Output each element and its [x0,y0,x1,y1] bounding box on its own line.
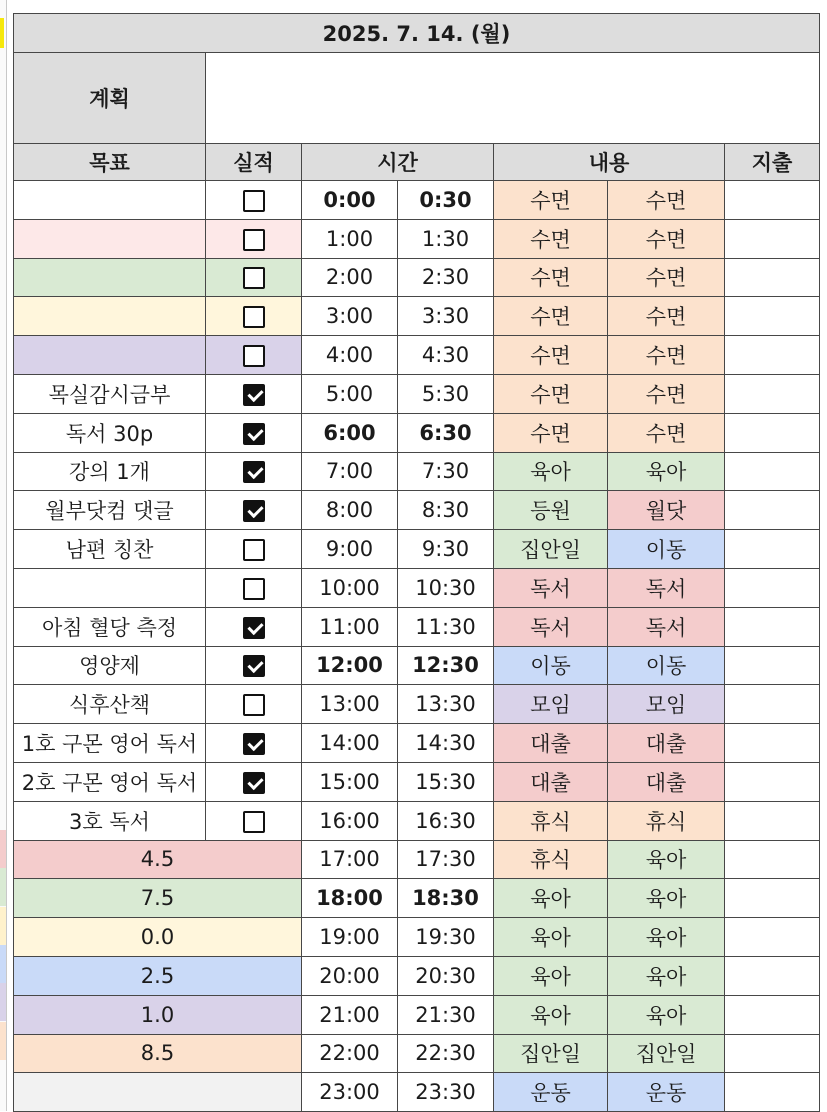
time-half-cell[interactable]: 11:30 [398,607,494,646]
activity-cell[interactable]: 육아 [494,995,608,1034]
time-row [14,801,820,840]
activity-cell[interactable]: 독서 [494,568,608,607]
result-checkbox-cell [206,374,302,413]
time-start-cell[interactable]: 8:00 [302,491,398,530]
activity-cell[interactable]: 이동 [494,646,608,685]
time-row [14,374,820,413]
time-row [14,452,820,491]
expense-cell[interactable] [725,530,820,569]
time-row [14,607,820,646]
activity-cell[interactable]: 육아 [494,879,608,918]
time-start-cell[interactable]: 20:00 [302,956,398,995]
result-column-header[interactable]: 실적 [206,144,302,181]
result-checkbox-cell [206,530,302,569]
activity-cell[interactable]: 운동 [608,1073,725,1112]
activity-cell[interactable]: 수면 [494,413,608,452]
expense-cell[interactable] [725,374,820,413]
activity-cell[interactable]: 독서 [608,568,725,607]
daily-planner-sheet [13,13,820,1112]
row-header-color-mark [0,945,6,983]
expense-cell[interactable] [725,995,820,1034]
goal-cell[interactable]: 아침 혈당 측정 [14,607,206,646]
summary-hours-cell[interactable]: 1.0 [14,995,302,1034]
activity-cell[interactable]: 육아 [494,452,608,491]
activity-cell[interactable]: 수면 [494,297,608,336]
time-half-cell[interactable]: 15:30 [398,762,494,801]
time-start-cell[interactable]: 16:00 [302,801,398,840]
activity-cell[interactable]: 집안일 [494,530,608,569]
activity-cell[interactable]: 모임 [494,685,608,724]
time-half-cell[interactable]: 18:30 [398,879,494,918]
expense-cell[interactable] [725,685,820,724]
activity-cell[interactable]: 독서 [608,607,725,646]
expense-cell[interactable] [725,646,820,685]
expense-cell[interactable] [725,1034,820,1073]
activity-cell[interactable]: 수면 [494,219,608,258]
unchecked-checkbox[interactable] [243,578,265,600]
time-row [14,491,820,530]
checked-checkbox[interactable] [243,617,265,639]
plan-content-cell[interactable] [206,53,820,144]
activity-cell[interactable]: 대출 [494,724,608,763]
goal-cell[interactable]: 3호 독서 [14,801,206,840]
result-checkbox-cell [206,724,302,763]
result-checkbox-cell [206,219,302,258]
time-row [14,1034,820,1073]
activity-cell[interactable]: 수면 [608,413,725,452]
result-checkbox-cell [206,762,302,801]
time-row [14,413,820,452]
goal-cell[interactable] [14,297,206,336]
goal-cell[interactable]: 독서 30p [14,413,206,452]
unchecked-checkbox[interactable] [243,539,265,561]
summary-hours-cell[interactable]: 2.5 [14,956,302,995]
time-start-cell[interactable]: 5:00 [302,374,398,413]
time-start-cell[interactable]: 10:00 [302,568,398,607]
row-header-color-mark [0,983,6,1021]
summary-hours-cell[interactable]: 7.5 [14,879,302,918]
time-start-cell[interactable]: 19:00 [302,918,398,957]
time-start-cell[interactable]: 4:00 [302,336,398,375]
time-half-cell[interactable]: 23:30 [398,1073,494,1112]
result-checkbox-cell [206,491,302,530]
summary-hours-cell[interactable]: 8.5 [14,1034,302,1073]
expense-cell[interactable] [725,724,820,763]
row-header-color-mark [0,1022,6,1060]
time-half-cell[interactable]: 3:30 [398,297,494,336]
time-start-cell[interactable]: 3:00 [302,297,398,336]
time-half-cell[interactable]: 7:30 [398,452,494,491]
time-start-cell[interactable]: 22:00 [302,1034,398,1073]
goal-cell[interactable]: 2호 구몬 영어 독서 [14,762,206,801]
result-checkbox-cell [206,568,302,607]
activity-cell[interactable]: 육아 [494,956,608,995]
result-checkbox-cell [206,413,302,452]
time-start-cell[interactable]: 17:00 [302,840,398,879]
time-row [14,840,820,879]
goal-cell[interactable] [14,219,206,258]
activity-cell[interactable]: 수면 [608,297,725,336]
time-row [14,568,820,607]
unchecked-checkbox[interactable] [243,811,265,833]
expense-cell[interactable] [725,956,820,995]
goal-cell[interactable] [14,336,206,375]
activity-cell[interactable]: 월닷 [608,491,725,530]
activity-cell[interactable]: 수면 [494,374,608,413]
result-checkbox-cell [206,297,302,336]
time-row [14,219,820,258]
time-half-cell[interactable]: 4:30 [398,336,494,375]
time-start-cell[interactable]: 0:00 [302,181,398,220]
time-row [14,879,820,918]
time-half-cell[interactable]: 21:30 [398,995,494,1034]
activity-cell[interactable]: 휴식 [494,801,608,840]
selected-row-indicator [0,18,4,48]
result-checkbox-cell [206,452,302,491]
result-checkbox-cell [206,181,302,220]
time-half-cell[interactable]: 10:30 [398,568,494,607]
expense-cell[interactable] [725,607,820,646]
time-row [14,297,820,336]
content-column-header[interactable]: 내용 [494,144,725,181]
unchecked-checkbox[interactable] [243,190,265,212]
checked-checkbox[interactable] [243,461,265,483]
time-row [14,258,820,297]
row-header-color-mark [0,907,6,945]
result-checkbox-cell [206,685,302,724]
expense-cell[interactable] [725,879,820,918]
time-row [14,724,820,763]
date-header[interactable]: 2025. 7. 14. (월) [14,14,820,53]
activity-cell[interactable]: 이동 [608,646,725,685]
goal-cell[interactable]: 남편 칭찬 [14,530,206,569]
time-start-cell[interactable]: 23:00 [302,1073,398,1112]
goal-cell[interactable] [14,258,206,297]
time-start-cell[interactable]: 1:00 [302,219,398,258]
unchecked-checkbox[interactable] [243,306,265,328]
checked-checkbox[interactable] [243,772,265,794]
activity-cell[interactable]: 수면 [608,374,725,413]
plan-label[interactable]: 계획 [14,53,206,144]
time-half-cell[interactable]: 22:30 [398,1034,494,1073]
activity-cell[interactable]: 육아 [608,995,725,1034]
expense-cell[interactable] [725,258,820,297]
expense-cell[interactable] [725,801,820,840]
unchecked-checkbox[interactable] [243,345,265,367]
expense-cell[interactable] [725,840,820,879]
time-row [14,1073,820,1112]
activity-cell[interactable]: 수면 [494,258,608,297]
time-start-cell[interactable]: 15:00 [302,762,398,801]
row-header-color-mark [0,830,6,868]
time-row [14,181,820,220]
time-start-cell[interactable]: 2:00 [302,258,398,297]
goal-cell[interactable]: 1호 구몬 영어 독서 [14,724,206,763]
time-start-cell[interactable]: 11:00 [302,607,398,646]
activity-cell[interactable]: 육아 [608,879,725,918]
checked-checkbox[interactable] [243,655,265,677]
time-half-cell[interactable]: 19:30 [398,918,494,957]
time-start-cell[interactable]: 18:00 [302,879,398,918]
expense-cell[interactable] [725,181,820,220]
activity-cell[interactable]: 수면 [608,219,725,258]
expense-cell[interactable] [725,413,820,452]
expense-cell[interactable] [725,568,820,607]
summary-hours-cell[interactable] [14,1073,302,1112]
goal-cell[interactable]: 식후산책 [14,685,206,724]
row-header-color-mark [0,868,6,906]
time-half-cell[interactable]: 5:30 [398,374,494,413]
activity-cell[interactable]: 휴식 [608,801,725,840]
result-checkbox-cell [206,801,302,840]
activity-cell[interactable]: 대출 [608,724,725,763]
activity-cell[interactable]: 육아 [608,452,725,491]
goal-cell[interactable] [14,568,206,607]
activity-cell[interactable]: 육아 [608,840,725,879]
expense-cell[interactable] [725,491,820,530]
checked-checkbox[interactable] [243,500,265,522]
unchecked-checkbox[interactable] [243,229,265,251]
expense-cell[interactable] [725,336,820,375]
expense-cell[interactable] [725,297,820,336]
checked-checkbox[interactable] [243,423,265,445]
time-start-cell[interactable]: 12:00 [302,646,398,685]
activity-cell[interactable]: 수면 [494,336,608,375]
time-row [14,646,820,685]
activity-cell[interactable]: 독서 [494,607,608,646]
goal-cell[interactable] [14,181,206,220]
activity-cell[interactable]: 휴식 [494,840,608,879]
activity-cell[interactable]: 수면 [608,258,725,297]
expense-column-header[interactable]: 지출 [725,144,820,181]
activity-cell[interactable]: 수면 [608,336,725,375]
time-row [14,762,820,801]
goal-cell[interactable]: 월부닷컴 댓글 [14,491,206,530]
time-half-cell[interactable]: 2:30 [398,258,494,297]
expense-cell[interactable] [725,918,820,957]
summary-hours-cell[interactable]: 0.0 [14,918,302,957]
time-row [14,685,820,724]
result-checkbox-cell [206,258,302,297]
time-half-cell[interactable]: 1:30 [398,219,494,258]
activity-cell[interactable]: 집안일 [608,1034,725,1073]
time-start-cell[interactable]: 6:00 [302,413,398,452]
activity-cell[interactable]: 대출 [608,762,725,801]
time-half-cell[interactable]: 20:30 [398,956,494,995]
time-half-cell[interactable]: 13:30 [398,685,494,724]
time-start-cell[interactable]: 21:00 [302,995,398,1034]
checked-checkbox[interactable] [243,733,265,755]
activity-cell[interactable]: 대출 [494,762,608,801]
time-column-header[interactable]: 시간 [302,144,494,181]
time-row [14,530,820,569]
expense-cell[interactable] [725,219,820,258]
checked-checkbox[interactable] [243,384,265,406]
time-half-cell[interactable]: 14:30 [398,724,494,763]
unchecked-checkbox[interactable] [243,267,265,289]
time-half-cell[interactable]: 17:30 [398,840,494,879]
time-half-cell[interactable]: 16:30 [398,801,494,840]
activity-cell[interactable]: 집안일 [494,1034,608,1073]
time-start-cell[interactable]: 7:00 [302,452,398,491]
expense-cell[interactable] [725,1073,820,1112]
time-half-cell[interactable]: 0:30 [398,181,494,220]
time-row [14,336,820,375]
activity-cell[interactable]: 등원 [494,491,608,530]
result-checkbox-cell [206,646,302,685]
time-row [14,956,820,995]
summary-hours-cell[interactable]: 4.5 [14,840,302,879]
activity-cell[interactable]: 수면 [494,181,608,220]
time-start-cell[interactable]: 13:00 [302,685,398,724]
activity-cell[interactable]: 모임 [608,685,725,724]
activity-cell[interactable]: 이동 [608,530,725,569]
goal-column-header[interactable]: 목표 [14,144,206,181]
activity-cell[interactable]: 육아 [608,956,725,995]
activity-cell[interactable]: 수면 [608,181,725,220]
goal-cell[interactable]: 영양제 [14,646,206,685]
goal-cell[interactable]: 강의 1개 [14,452,206,491]
time-start-cell[interactable]: 14:00 [302,724,398,763]
time-half-cell[interactable]: 6:30 [398,413,494,452]
expense-cell[interactable] [725,452,820,491]
time-half-cell[interactable]: 8:30 [398,491,494,530]
goal-cell[interactable]: 목실감시금부 [14,374,206,413]
activity-cell[interactable]: 운동 [494,1073,608,1112]
result-checkbox-cell [206,607,302,646]
time-row [14,918,820,957]
expense-cell[interactable] [725,762,820,801]
activity-cell[interactable]: 육아 [608,918,725,957]
activity-cell[interactable]: 육아 [494,918,608,957]
time-start-cell[interactable]: 9:00 [302,530,398,569]
time-half-cell[interactable]: 12:30 [398,646,494,685]
time-row [14,995,820,1034]
unchecked-checkbox[interactable] [243,694,265,716]
result-checkbox-cell [206,336,302,375]
time-half-cell[interactable]: 9:30 [398,530,494,569]
